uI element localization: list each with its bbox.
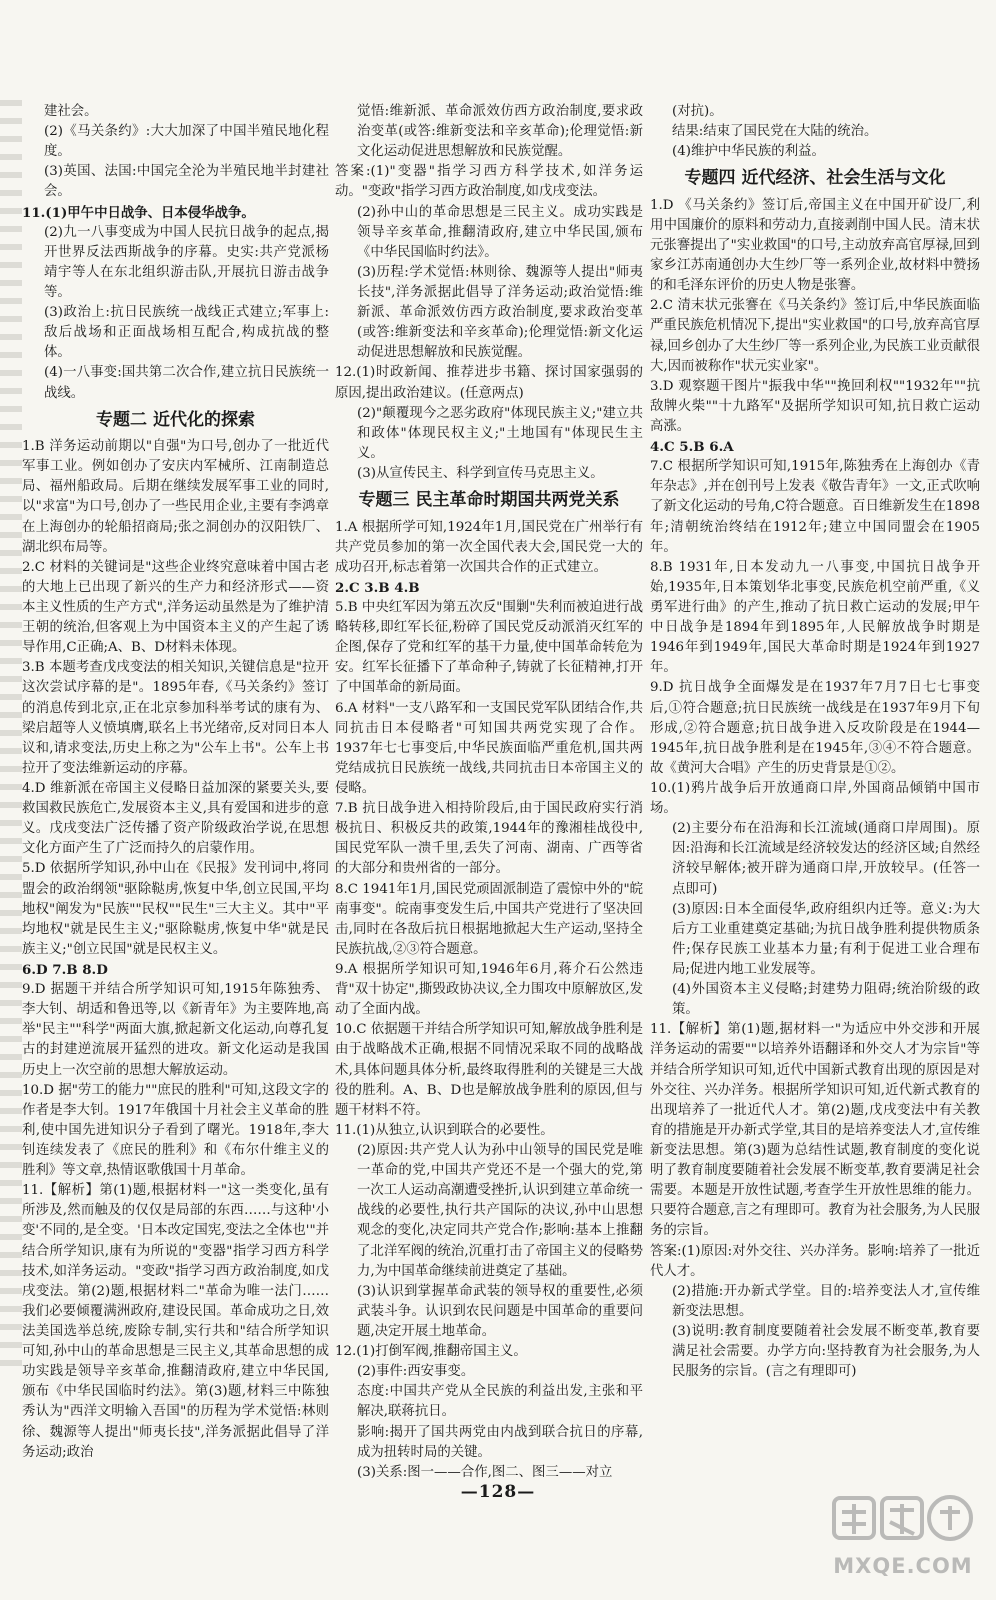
answer-line: (3)关系:图一——合作,图二、图三——对立	[357, 1464, 613, 1480]
answer-paragraph: 9.D 抗日战争全面爆发是在1937年7月7日七七事变后,①符合题意;抗日民族统一战线是在1937年9月下旬形成,②符合题意;抗日战争进入反攻阶段是在1944—1945年,抗日战争胜利是在1945年,③④不符合题意。故《黄河大合唱》产生的历史背景是①②。	[650, 680, 980, 776]
answer-line: 结果:结束了国民党在大陆的统治。	[672, 124, 878, 140]
answer-paragraph: 11.【解析】第(1)题,据材料一"为适应中外交涉和开展洋务运动的需要""以培养外语翻译和外交人才为宗旨"等并结合所学知识可知,近代中国新式教育出现的原因是对外交往、兴办洋务。根据所学知识可知,近代新式教育的出现培养了一批近代人才。第(2)题,戊戌变法中有关教育的措施是开办新式学堂,其目的是培养变法人才,宣传维新变法思想。第(3)题为总结性试题,教育制度的变化说明了教育制度要随着社会发展不断变革,教育要满足社会需要。本题是开放性试题,考查学生开放性思维的能力。只要符合题意,言之有理即可。教育为社会服务,为人民服务的宗旨。	[650, 1022, 980, 1239]
answer-paragraph: 3.B 本题考查戊戌变法的相关知识,关键信息是"拉开这次尝试序幕的是"。1895年春,《马关条约》签订的消息传到北京,正在北京参加科举考试的康有为、梁启超等人义愤填膺,联名上书光绪帝,反对同日本人议和,请求变法,历史上称之为"公车上书"。公车上书拉开了变法维新运动的序幕。	[22, 660, 329, 776]
watermark-logo	[828, 1490, 978, 1582]
answer-paragraph: 12.(1)打倒军阀,推翻帝国主义。	[335, 1344, 527, 1360]
answer-line: 建社会。	[44, 104, 98, 119]
question-11: 11.(1)甲午中日战争、日本侵华战争。	[22, 204, 255, 221]
answer-paragraph: 1.D 《马关条约》签订后,帝国主义在中国开矿设厂,利用中国廉价的原料和劳动力,直接剥削中国人民。清末状元张謇提出了"实业救国"的口号,主动放弃高官厚禄,回到家乡江苏南通创办大生纱厂等一系列企业,故材料中赞扬的和毛泽东评价的历史人物是张謇。	[650, 197, 980, 294]
answer-line: (3)历程:学术觉悟:林则徐、魏源等人提出"师夷长技",洋务派据此倡导了洋务运动;政治觉悟:维新派、革命派效仿西方政治制度,要求政治变革(或答:维新变法和辛亥革命);伦理觉悟:新文化运动促进思想解放和民族觉醒。	[357, 264, 643, 361]
binding-edge	[0, 100, 22, 1370]
answer-paragraph: 10.C 依据题干并结合所学知识可知,解放战争胜利是由于战略战术正确,根据不同情况采取不同的战略战术,具体问题具体分析,最终取得胜利的关键是三大战役的胜利。A、B、D也是解放战争胜利的原因,但与题干材料不符。	[335, 1022, 643, 1118]
answer-line: (2)"颠覆现今之恶劣政府"体现民族主义;"建立共和政体"体现民权主义;"土地国有"体现民生主义。	[357, 405, 643, 461]
answer-line: (2)《马关条约》:大大加深了中国半殖民地化程度。	[44, 124, 329, 160]
answer-paragraph: 10.D 据"劳工的能力""庶民的胜利"可知,这段文字的作者是李大钊。1917年俄国十月社会主义革命的胜利,使中国先进知识分子看到了曙光。1918年,李大钊连续发表了《庶民的胜利》和《布尔什维主义的胜利》等文章,热情讴歌俄国十月革命。	[22, 1082, 329, 1179]
answer-paragraph: 9.A 根据所学知识可知,1946年6月,蒋介石公然违背"双十协定",撕毁政协决议,全力围攻中原解放区,发动了全面内战。	[335, 961, 643, 1018]
answer-paragraph: 2.C 材料的关键词是"这些企业终究意味着中国古老的大地上已出现了新兴的生产力和经济形式——资本主义性质的生产方式",洋务运动虽然是为了维护清王朝的统治,但客观上为中国资本主义的产生起了诱导作用,C正确;A、B、D材料未体现。	[22, 559, 329, 656]
answer-paragraph: 10.(1)鸦片战争后开放通商口岸,外国商品倾销中国市场。	[650, 781, 980, 817]
section-heading-4: 专题四 近代经济、社会生活与文化	[684, 168, 946, 189]
page-number: —128—	[460, 1482, 536, 1502]
answer-line: 觉悟:维新派、革命派效仿西方政治制度,要求政治变革(或答:维新变法和辛亥革命);伦理觉悟:新文化运动促进思想解放和民族觉醒。	[357, 104, 643, 160]
answer-paragraph: 8.C 1941年1月,国民党顽固派制造了震惊中外的"皖南事变"。皖南事变发生后,中国共产党进行了坚决回击,同时在各敌后抗日根据地掀起大生产运动,坚持全民族抗战,②③符合题意。	[335, 881, 643, 957]
answer-paragraph: 1.B 洋务运动前期以"自强"为口号,创办了一批近代军事工业。例如创办了安庆内军械所、江南制造总局、福州船政局。后期在继续发展军事工业的同时,以"求富"为口号,创办了一些民用企业,主要有李鸿章在上海创办的轮船招商局;张之洞创办的汉阳铁厂、湖北织布局等。	[22, 439, 329, 555]
answer-paragraph: 9.D 据题干并结合所学知识可知,1915年陈独秀、李大钊、胡适和鲁迅等,以《新青年》为主要阵地,高举"民主""科学"两面大旗,掀起新文化运动,向尊孔复古的封建逆流展开猛烈的进攻。新文化运动是我国历史上一次空前的思想大解放运动。	[22, 982, 329, 1078]
answer-line: (3)政治上:抗日民族统一战线正式建立;军事上:敌后战场和正面战场相互配合,构成抗战的整体。	[44, 305, 329, 361]
answer-paragraph: 5.B 中央红军因为第五次反"围剿"失利而被迫进行战略转移,即红军长征,粉碎了国民党反动派消灭红军的企图,保存了党和红军的基干力量,使中国革命转危为安。红军长征播下了革命种子,铸就了长征精神,打开了中国革命的新局面。	[335, 600, 643, 696]
answer-paragraph: 2.C 清末状元张謇在《马关条约》签订后,中华民族面临严重民族危机情况下,提出"实业救国"的口号,放弃高官厚禄,回乡创办了大生纱厂等一系列企业,为民族工业贡献很大,因而被称作"状元实业家"。	[650, 298, 980, 374]
answer-line: (3)从宣传民主、科学到宣传马克思主义。	[357, 465, 604, 481]
section-heading-3: 专题三 民主革命时期国共两党关系	[358, 490, 620, 511]
answer-line: (3)原因:日本全面侵华,政府组织内迁等。意义:为大后方工业重建奠定基础;为抗日战争胜利提供物质条件;保存民族工业基本力量;有利于促进工业合理布局;促进内地工业发展等。	[672, 901, 980, 977]
answer-line: (4)维护中华民族的利益。	[672, 144, 825, 160]
answer-line: (2)孙中山的革命思想是三民主义。成功实践是领导辛亥革命,推翻清政府,建立中华民国,颁布《中华民国临时约法》。	[357, 204, 643, 260]
answer-choices: 2.C 3.B 4.B	[335, 579, 420, 596]
section-heading-2: 专题二 近代化的探索	[96, 409, 255, 430]
answer-paragraph: 7.B 抗日战争进入相持阶段后,由于国民政府实行消极抗日、积极反共的政策,1944年的豫湘桂战役中,国民党军队一溃千里,丢失了河南、湖南、广西等省的大部分和贵州省的一部分。	[335, 801, 643, 877]
answer-line: (2)原因:共产党人认为孙中山领导的国民党是唯一革命的党,中国共产党还不是一个强大的党,第一次工人运动高潮遭受挫折,认识到建立革命统一战线的必要性,执行共产国际的决议,孙中山思想观念的变化,决定同共产党合作;影响:基本上推翻了北洋军阀的统治,沉重打击了帝国主义的侵略势力,为中国革命继续前进奠定了基础。	[357, 1142, 643, 1279]
answer-paragraph: 5.D 依据所学知识,孙中山在《民报》发刊词中,将同盟会的政治纲领"驱除鞑虏,恢复中华,创立民国,平均地权"阐发为"民族""民权""民生"三大主义。其中"平均地权"就是民生主义;"驱除鞑虏,恢复中华"就是民族主义;"创立民国"就是民权主义。	[22, 861, 329, 957]
answer-line: (3)英国、法国:中国完全沦为半殖民地半封建社会。	[44, 164, 329, 200]
answer-paragraph: 11.【解析】第(1)题,根据材料一"这一类变化,虽有所涉及,然而触及的仅仅是局部的东西……与这种'小变'不同的,是全变。'日本改定国宪,变法之全体也'"并结合所学知识,康有为所说的"变器"指学习西方科学技术,如洋务运动。"变政"指学习西方政治制度,如戊戌变法。第(2)题,根据材料二"革命为唯一法门……我们必要倾覆满洲政府,建设民国。革命成功之日,效法美国选举总统,废除专制,实行共和"结合所学知识可知,孙中山的革命思想是三民主义,其革命思想的成功实践是领导辛亥革命,推翻清政府,建立中华民国,颁布《中华民国临时约法》。第(3)题,材料三中陈独秀认为"西洋文明输入吾国"的历程为学术觉悟:林则徐、魏源等人提出"师夷长技",洋务派据此倡导了洋务运动;政治	[22, 1183, 329, 1460]
watermark-text: MXQE.COM	[833, 1554, 973, 1578]
column-left	[22, 102, 329, 1480]
answer-line: 影响:揭开了国共两党由内战到联合抗日的序幕,成为扭转时局的关键。	[357, 1424, 643, 1460]
answer-paragraph: 答案:(1)原因:对外交往、兴办洋务。影响:培养了一批近代人才。	[650, 1243, 980, 1279]
answer-paragraph: 12.(1)时政新闻、推荐进步书籍、探讨国家强弱的原因,提出政治建议。(任意两点)	[335, 365, 643, 401]
answer-line: (2)九一八事变成为中国人民抗日战争的起点,揭开世界反法西斯战争的序幕。史实:共产党派杨靖宇等人在东北组织游击队,开展抗日游击战争等。	[44, 224, 329, 300]
answer-paragraph: 11.(1)从独立,认识到联合的必要性。	[335, 1122, 554, 1138]
answer-paragraph: 1.A 根据所学可知,1924年1月,国民党在广州举行有共产党员参加的第一次全国代表大会,国民党一大的成功召开,标志着第一次国共合作的正式建立。	[335, 519, 643, 575]
watermark-icon	[828, 1490, 978, 1554]
answer-line: (2)措施:开办新式学堂。目的:培养变法人才,宣传维新变法思想。	[672, 1283, 980, 1319]
answer-paragraph: 8.B 1931年,日本发动九一八事变,中国抗日战争开始,1935年,日本策划华北事变,民族危机空前严重,《义勇军进行曲》的产生,推动了抗日救亡运动的发展;甲午中日战争是1894年到1895年,人民解放战争时期是1946年到1949年,国民大革命时期是1924年到1927年。	[650, 559, 980, 676]
answer-line: (3)说明:教育制度要随着社会发展不断变革,教育要满足社会需要。办学方向:坚持教育为社会服务,为人民服务的宗旨。(言之有理即可)	[672, 1323, 980, 1380]
answer-line: (4)一八事变:国共第二次合作,建立抗日民族统一战线。	[44, 365, 329, 401]
answer-paragraph: 6.A 材料"一支八路军和一支国民党军队团结合作,共同抗击日本侵略者"可知国共两党实现了合作。1937年七七事变后,中华民族面临严重危机,国共两党结成抗日民族统一战线,共同抗击日本帝国主义的侵略。	[335, 700, 643, 796]
answer-paragraph: 答案:(1)"变器"指学习西方科学技术,如洋务运动。"变政"指学习西方政治制度,如戊戌变法。	[335, 164, 643, 200]
answer-choices: 4.C 5.B 6.A	[650, 439, 734, 456]
answer-choices: 6.D 7.B 8.D	[22, 961, 108, 978]
answer-line: (对抗)。	[672, 104, 723, 119]
answer-paragraph: 4.D 维新派在帝国主义侵略日益加深的紧要关头,要救国救民族危亡,发展资本主义,具有爱国和进步的意义。戊戌变法广泛传播了资产阶级政治学说,在思想文化方面产生了广泛而持久的启蒙作用。	[22, 781, 329, 857]
answer-line: 态度:中国共产党从全民族的利益出发,主张和平解决,联蒋抗日。	[357, 1384, 643, 1420]
answer-paragraph: 7.C 根据所学知识可知,1915年,陈独秀在上海创办《青年杂志》,并在创刊号上发表《敬告青年》一文,正式吹响了新文化运动的号角,C符合题意。百日维新发生在1898年;清朝统治终结在1912年;建立中国同盟会在1905年。	[650, 459, 980, 555]
column-right	[650, 102, 980, 1480]
answer-line: (2)事件:西安事变。	[357, 1364, 475, 1380]
answer-paragraph: 3.D 观察题干图片"振我中华""挽回利权""1932年""抗敌牌火柴""十九路军"及据所学知识可知,抗日救亡运动高涨。	[650, 378, 980, 435]
answer-line: (2)主要分布在沿海和长江流域(通商口岸周围)。原因:沿海和长江流域是经济较发达的经济区域;自然经济较早解体;被开辟为通商口岸,开放较早。(任答一点即可)	[672, 821, 980, 897]
answer-line: (4)外国资本主义侵略;封建势力阻碍;统治阶级的政策。	[672, 982, 980, 1018]
answer-line: (3)认识到掌握革命武装的领导权的重要性,必须武装斗争。认识到农民问题是中国革命的重要问题,决定开展土地革命。	[357, 1283, 643, 1339]
column-middle	[335, 102, 643, 1480]
